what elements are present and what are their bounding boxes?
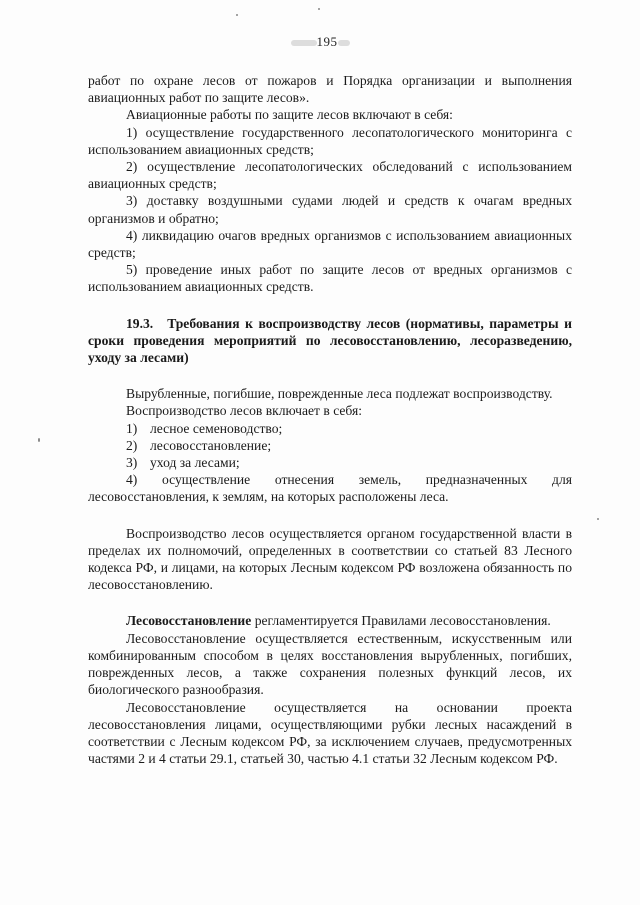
reproduction-paragraph-2: Воспроизводство лесов осуществляется органом государственной власти в пределах их полномочий, определенных в соответствии со статьей 83 Лесного кодекса РФ, и лицами, на которых Лесным кодексом РФ возложена обязанность по лесовосстановлению.	[88, 525, 572, 593]
reproduction-paragraph-1: Вырубленные, погибшие, поврежденные леса подлежат воспроизводству.	[126, 386, 553, 402]
list-item: 3) уход за лесами;	[126, 455, 240, 471]
section-title: Требования к воспроизводству лесов (нормативы, параметры и сроки проведения мероприятий по лесовосстановлению, лесоразведению, уходу за лесами)	[88, 315, 572, 366]
scan-smudge	[338, 40, 350, 46]
reforestation-term: Лесовосстановление	[126, 613, 252, 629]
page-number: 195	[0, 33, 640, 50]
section-heading	[88, 315, 572, 367]
paragraph-continuation: работ по охране лесов от пожаров и Порядка организации и выполнения авиационных работ по защите лесов».	[88, 73, 572, 106]
scan-smudge	[291, 40, 317, 46]
reforestation-paragraph-1: Лесовосстановление регламентируется Правилами лесовосстановления.	[126, 613, 551, 629]
reforestation-paragraph-3: Лесовосстановление осуществляется на основании проекта лесовосстановления лицами, осуществляющими рубки лесных насаждений в соответствии с Лесным кодексом РФ, за исключением случаев, предусмотренных частями 2 и 4 статьи 29.1, статьей 30, частью 4.1 статьи 32 Лесным кодексом РФ.	[88, 699, 572, 767]
scan-speck	[236, 14, 238, 16]
aviation-item-1: 1) осуществление государственного лесопатологического мониторинга с использованием авиационных средств;	[88, 124, 572, 157]
list-item: 1) лесное семеноводство;	[126, 420, 283, 436]
reproduction-intro: Воспроизводство лесов включает в себя:	[126, 403, 363, 419]
section-number: 19.3.	[126, 315, 154, 331]
document-body	[88, 72, 572, 767]
scan-speck	[318, 8, 320, 10]
aviation-item-4: 4) ликвидацию очагов вредных организмов с использованием авиационных средств;	[88, 227, 572, 261]
aviation-item-2: 2) осуществление лесопатологических обследований с использованием авиационных средств;	[88, 159, 572, 192]
aviation-item-3: 3) доставку воздушными судами людей и средств к очагам вредных организмов и обратно;	[88, 193, 572, 226]
paragraph-aviation-intro: Авиационные работы по защите лесов включают в себя:	[126, 107, 453, 123]
aviation-item-5: 5) проведение иных работ по защите лесов от вредных организмов с использованием авиационных средств.	[88, 262, 572, 295]
scan-speck	[38, 438, 40, 442]
reproduction-item-4: 4) осуществление отнесения земель, предназначенных для лесовосстановления, к землям, на которых расположены леса.	[88, 472, 572, 505]
scan-speck	[597, 518, 599, 520]
list-item: 2) лесовосстановление;	[126, 437, 272, 453]
reforestation-paragraph-2: Лесовосстановление осуществляется естественным, искусственным или комбинированным способом в целях восстановления вырубленных, погибших, поврежденных лесов, а также сохранения полезных функций лесов, их биологического разнообразия.	[88, 630, 572, 698]
